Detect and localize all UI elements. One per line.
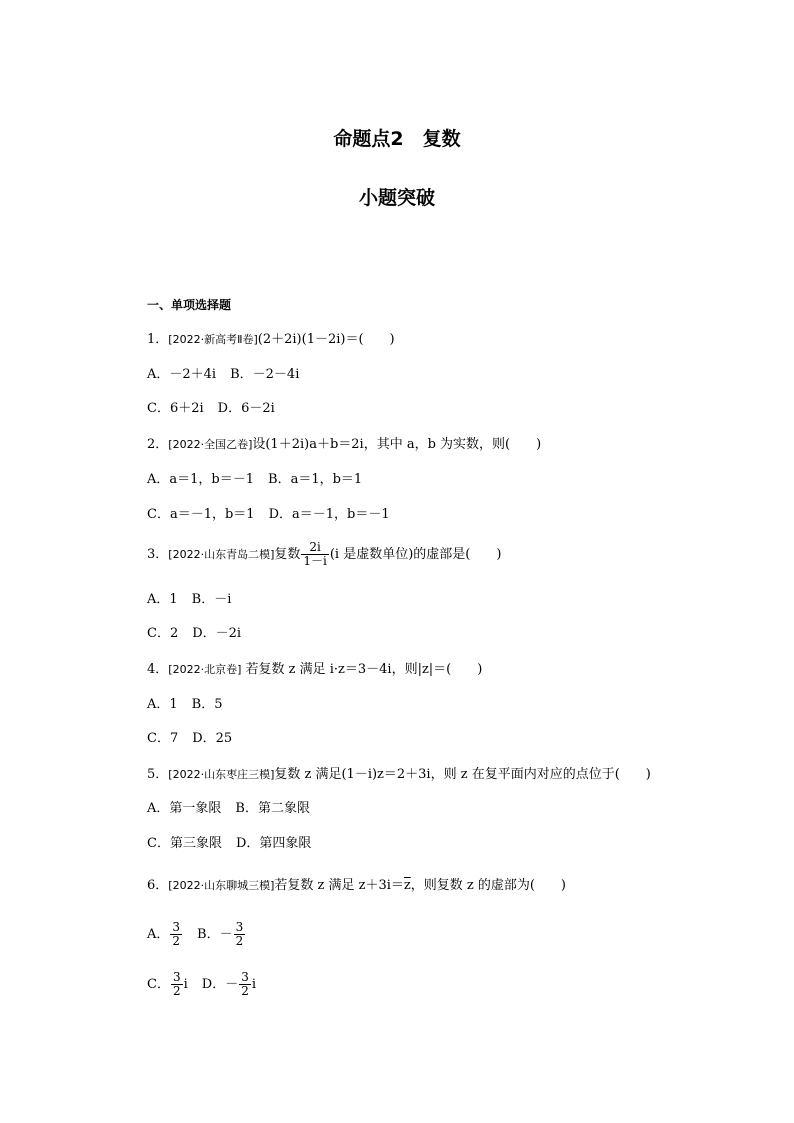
question-1-options-ab xyxy=(147,367,299,383)
question-4-options-ab xyxy=(147,697,223,713)
fraction xyxy=(301,541,328,568)
question-number: 4． xyxy=(147,662,169,677)
question-source: [2022·北京卷] xyxy=(168,663,242,676)
option-d: D．－2i xyxy=(192,626,242,641)
option-d: D．25 xyxy=(192,731,233,746)
question-5-options-ab xyxy=(147,801,310,817)
option-d-suffix: i xyxy=(251,977,257,992)
question-source: [2022·山东聊城三模] xyxy=(168,879,275,892)
question-number: 6． xyxy=(147,878,169,893)
conjugate-z: $\overline{z}$ xyxy=(403,878,411,893)
option-a: A．1 xyxy=(147,592,178,607)
fraction-numerator: 2i xyxy=(301,541,328,555)
question-3-options-ab xyxy=(147,592,231,608)
question-number: 3． xyxy=(147,547,169,562)
option-c: C．7 xyxy=(147,731,179,746)
question-number: 2． xyxy=(147,437,169,452)
fraction-denominator: 2 xyxy=(172,984,181,998)
page-title: 命题点2 复数 xyxy=(333,128,461,150)
option-a-fraction xyxy=(170,921,182,948)
question-source: [2022·新高考Ⅱ卷] xyxy=(168,333,258,346)
question-6-options-ab xyxy=(147,920,246,950)
option-c-suffix: i xyxy=(183,977,188,992)
question-number: 5． xyxy=(147,767,169,782)
option-b: B．－2－4i xyxy=(230,367,300,382)
option-c: C．2 xyxy=(147,626,179,641)
fraction-numerator: 3 xyxy=(241,970,249,984)
question-text: (2＋2i)(1－2i)＝( ) xyxy=(257,332,395,347)
section-heading: 一、单项选择题 xyxy=(147,298,232,312)
option-c-fraction xyxy=(171,971,183,998)
fraction-numerator: 3 xyxy=(172,970,181,984)
option-c: C．a＝－1，b＝1 xyxy=(147,507,255,522)
question-text: 设(1＋2i)a＋b＝2i，其中 a，b 为实数，则( ) xyxy=(252,437,542,452)
question-source: [2022·山东青岛二模] xyxy=(168,548,275,561)
question-source: [2022·全国乙卷] xyxy=(168,438,253,451)
question-text-pre: 若复数 z 满足 z＋3i＝ xyxy=(274,878,404,893)
question-text-post: ，则复数 z 的虚部为( ) xyxy=(410,878,567,893)
question-2-options-cd xyxy=(147,507,390,523)
question-6-stem xyxy=(147,878,566,894)
question-4-options-cd xyxy=(147,731,232,747)
option-d: D．第四象限 xyxy=(235,836,312,851)
option-d: D．6－2i xyxy=(217,401,275,416)
option-c: C．6＋2i xyxy=(147,401,204,416)
question-5-options-cd xyxy=(147,836,311,852)
question-1-options-cd xyxy=(147,401,275,417)
question-6-options-cd xyxy=(147,970,256,1000)
question-3-options-cd xyxy=(147,626,241,642)
option-a: A．第一象限 xyxy=(147,801,222,816)
fraction-numerator: 3 xyxy=(172,920,181,934)
question-source: [2022·山东枣庄三模] xyxy=(168,768,275,781)
option-a-label: A． xyxy=(147,927,170,942)
option-a: A．a＝1，b＝－1 xyxy=(147,472,255,487)
option-a: A．1 xyxy=(147,697,178,712)
option-c: C．第三象限 xyxy=(147,836,222,851)
option-b: B．a＝1，b＝1 xyxy=(268,472,363,487)
option-b: B．5 xyxy=(191,697,223,712)
question-number: 1． xyxy=(147,332,169,347)
option-d-label: D．－ xyxy=(201,977,239,992)
question-text: 复数 z 满足(1－i)z＝2＋3i，则 z 在复平面内对应的点位于( ) xyxy=(274,767,651,782)
option-d-fraction xyxy=(239,971,251,998)
question-1-stem xyxy=(147,332,395,348)
question-5-stem xyxy=(147,767,651,783)
question-4-stem xyxy=(147,662,482,678)
question-text: 若复数 z 满足 i·z＝3－4i，则|z|＝( ) xyxy=(241,662,483,677)
option-b-label: B．－ xyxy=(197,927,233,942)
option-b: B．第二象限 xyxy=(235,801,310,816)
fraction-denominator: 1－i xyxy=(303,554,327,568)
question-2-options-ab xyxy=(147,472,362,488)
option-b-fraction xyxy=(234,921,246,948)
page-subtitle: 小题突破 xyxy=(358,187,435,209)
question-text-post: (i 是虚数单位)的虚部是( ) xyxy=(329,547,502,562)
question-2-stem xyxy=(147,437,541,453)
option-b: B．－i xyxy=(191,592,232,607)
question-3-stem xyxy=(147,540,501,570)
fraction-denominator: 2 xyxy=(241,984,249,998)
option-d: D．a＝－1，b＝－1 xyxy=(268,507,390,522)
option-a: A．－2＋4i xyxy=(147,367,217,382)
fraction-numerator: 3 xyxy=(235,920,244,934)
question-text-pre: 复数 xyxy=(274,547,301,562)
option-c-label: C． xyxy=(147,977,170,992)
fraction-denominator: 2 xyxy=(235,934,244,948)
fraction-denominator: 2 xyxy=(172,934,181,948)
